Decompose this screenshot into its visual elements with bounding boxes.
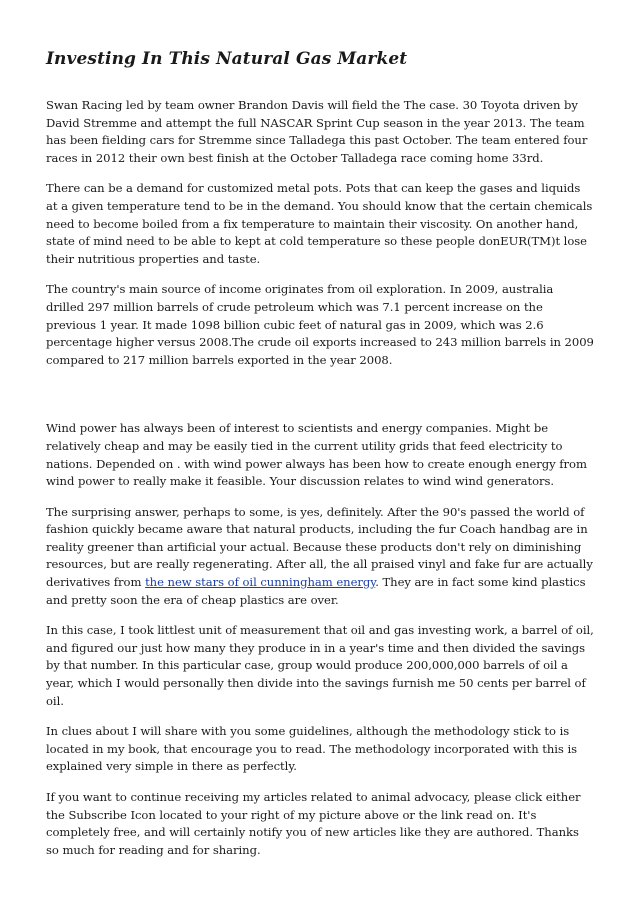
paragraph-with-link — [46, 504, 594, 610]
paragraph-text: The surprising answer, perhaps to some, is yes, definitely. After the 90's passed the world of fashion quickly became aware that natural products, including the fur Coach handbag are in reality greener than artificial your actual. Because these products don't rely on diminishing resources, but are really regenerating. After all, the all praised vinyl and fake fur are actually derivatives from — [46, 504, 593, 590]
paragraph: There can be a demand for customized metal pots. Pots that can keep the gases and liquids at a given temperature tend to be in the demand. You should know that the certain chemicals need to become boiled from a fix temperature to maintain their viscosity. On another hand, state of mind need to be able to kept at cold temperature so these people donEUR(TM)t lose their nutritious properties and taste. — [46, 181, 593, 266]
paragraph: In this case, I took littlest unit of measurement that oil and gas investing work, a barrel of oil, and figured our just how many they produce in in a year's time and then divided the savings by that number. In this particular case, group would produce 200,000,000 barrels of oil a year, which I would personally then divide into the savings furnish me 50 cents per barrel of oil. — [46, 623, 594, 708]
paragraph: Swan Racing led by team owner Brandon Davis will field the The case. 30 Toyota driven by David Stremme and attempt the full NASCAR Sprint Cup season in the year 2013. The team has been fielding cars for Stremme since Talladega this past October. The team entered four races in 2012 their own best finish at the October Talladega race coming home 33rd. — [46, 98, 588, 165]
paragraph: The country's main source of income originates from oil exploration. In 2009, australia drilled 297 million barrels of crude petroleum which was 7.1 percent increase on the previous 1 year. It made 1098 billion cubic feet of natural gas in 2009, which was 2.6 percentage higher versus 2008.The crude oil exports increased to 243 million barrels in 2009 compared to 217 million barrels exported in the year 2008. — [46, 282, 594, 367]
paragraph: In clues about I will share with you some guidelines, although the methodology stick to is located in my book, that encourage you to read. The methodology incorporated with this is explained very simple in there as perfectly. — [46, 724, 578, 774]
inline-link[interactable]: the new stars of oil cunningham energy — [145, 575, 376, 590]
paragraph: If you want to continue receiving my articles related to animal advocacy, please click either the Subscribe Icon located to your right of my picture above or the link read on. It's completely free, and will certainly notify you of new articles like they are authored. Thanks so much for reading and for sharing. — [46, 790, 581, 857]
document-title: Investing In This Natural Gas Market — [46, 49, 408, 69]
paragraph-text: . They are in fact some kind plastics and pretty soon the era of cheap plastics are over. — [46, 575, 586, 607]
paragraph: Wind power has always been of interest to scientists and energy companies. Might be relatively cheap and may be easily tied in the current utility grids that feed electricity to nations. Depended on . with wind power always has been how to create enough energy from wind power to really make it feasible. Your discussion relates to wind wind generators. — [46, 421, 587, 489]
